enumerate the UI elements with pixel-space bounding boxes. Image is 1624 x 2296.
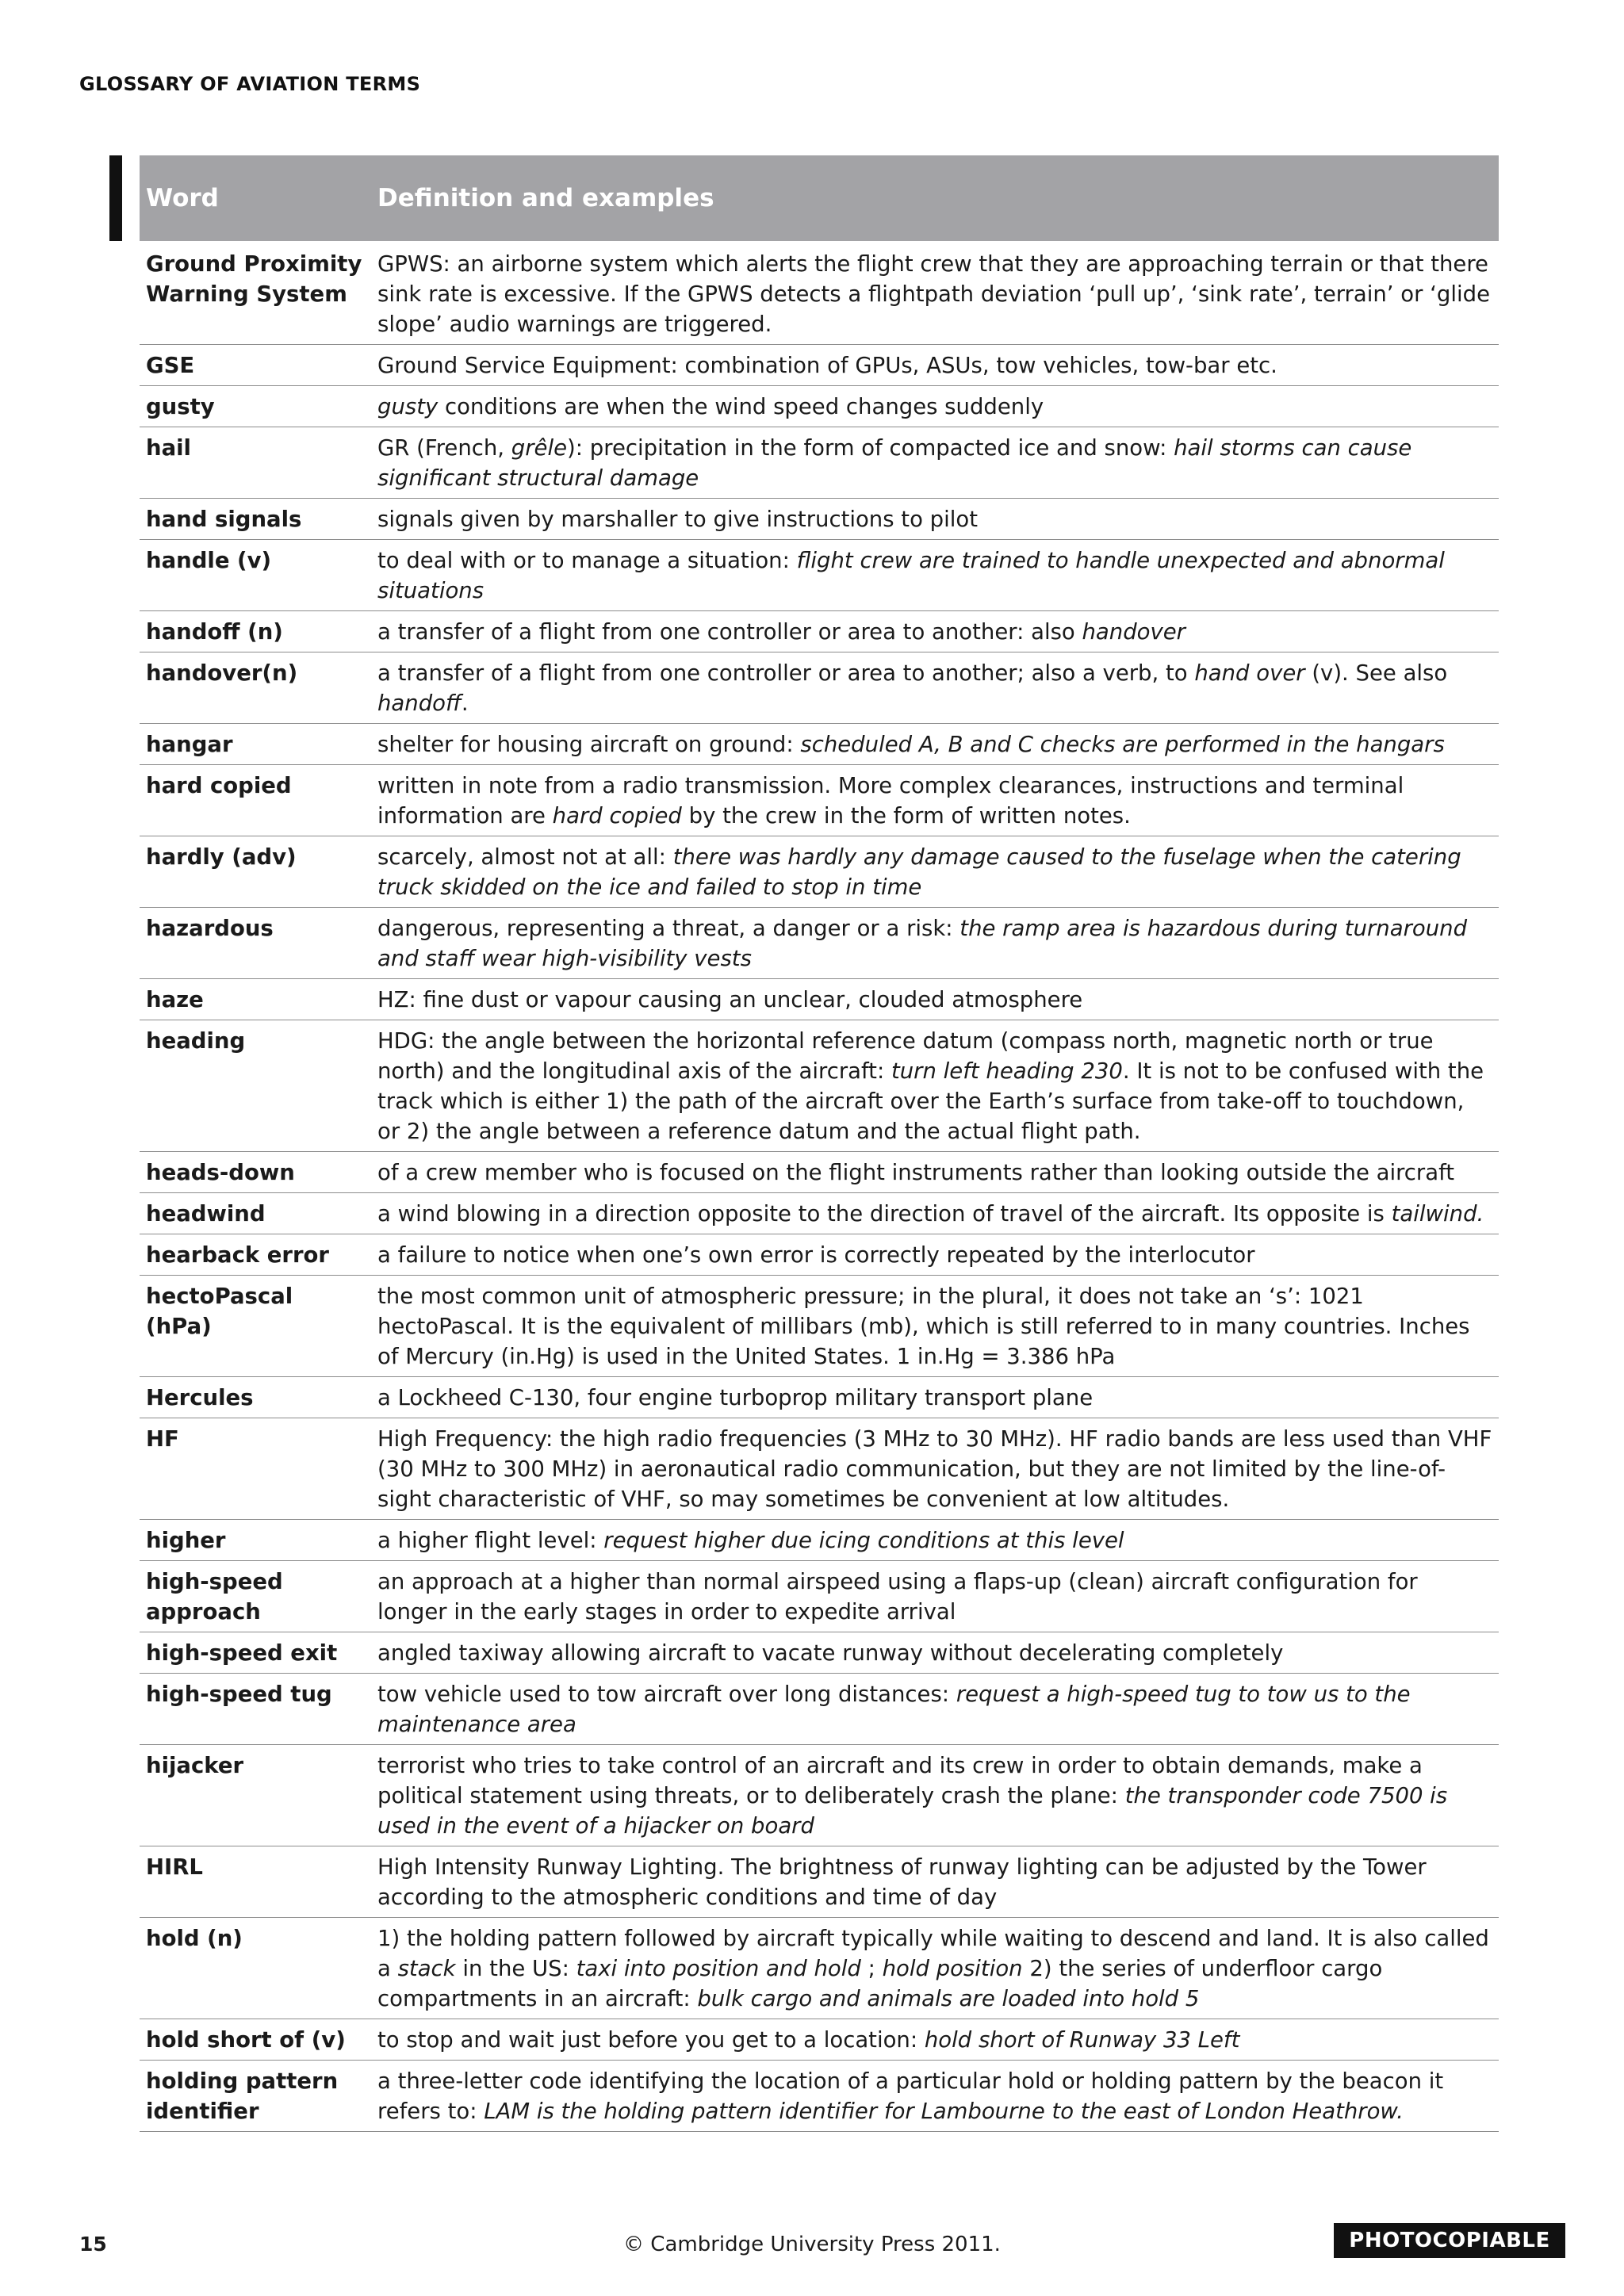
glossary-term: handover(n) [140,652,371,724]
glossary-term: GSE [140,345,371,386]
glossary-term: higher [140,1520,371,1561]
definition-text: a three-letter code identifying the location of a particular hold or holding pattern by the beacon it refers to: [377,2068,1444,2124]
definition-example: LAM is the holding pattern identifier for Lambourne to the east of London Heathrow. [484,2099,1404,2124]
table-row [140,499,1499,540]
glossary-definition [371,724,1499,765]
table-row [140,1674,1499,1745]
definition-text: (v). See also [1304,660,1448,686]
glossary-term: handle (v) [140,540,371,611]
definition-text: ): precipitation in the form of compacted ice and snow: [567,435,1174,461]
glossary-definition [371,1674,1499,1745]
glossary-term: handoff (n) [140,611,371,652]
table-row [140,1020,1499,1152]
definition-text: by the crew in the form of written notes. [681,803,1131,828]
definition-text: conditions are when the wind speed changes suddenly [438,394,1044,419]
glossary-definition [371,1377,1499,1418]
word-column-header: Word [140,155,371,241]
definition-text: . It is not to be confused with the track which is either 1) the path of the aircraft over the Earth’s surface from take-off to touchdown, or 2) the angle between a reference datum and the actual flight path. [377,1058,1484,1144]
table-row [140,1561,1499,1632]
definition-text: written in note from a radio transmission. More complex clearances, instructions and terminal information are [377,773,1404,828]
definition-example: flight crew are trained to handle unexpected and abnormal situations [377,548,1445,603]
definition-example: turn left heading 230 [891,1058,1123,1084]
table-row [140,652,1499,724]
definition-example: there was hardly any damage caused to the fuselage when the catering truck skidded on the ice and failed to stop in time [377,844,1461,900]
glossary-definition [371,1846,1499,1918]
glossary-definition [371,427,1499,499]
definition-example: the ramp area is hazardous during turnaround and staff wear high-visibility vests [377,916,1468,971]
glossary-definition [371,1152,1499,1193]
definition-example: hold short of Runway 33 Left [924,2027,1240,2053]
table-row [140,2019,1499,2061]
definition-example: handover [1082,619,1185,645]
glossary-term: hand signals [140,499,371,540]
glossary-definition [371,1020,1499,1152]
glossary-definition [371,1418,1499,1520]
glossary-term: haze [140,979,371,1020]
definition-text: 2) the series of underfloor cargo compartments in an aircraft: [377,1956,1383,2011]
glossary-term: hold (n) [140,1918,371,2019]
photocopiable-badge: PHOTOCOPIABLE [1334,2223,1565,2258]
definition-example: hail storms can cause significant structural damage [377,435,1412,491]
glossary-definition [371,1745,1499,1846]
glossary-term: HIRL [140,1846,371,1918]
glossary-definition [371,540,1499,611]
table-row [140,241,1499,345]
glossary-definition [371,836,1499,908]
table-row [140,540,1499,611]
definition-text: the most common unit of atmospheric pressure; in the plural, it does not take an ‘s’: 1021 hectoPascal. It is the equivalent of millibars (mb), which is still referred to in many countries. Inches of Mercury (in.Hg) is used in the United States. 1 in.Hg = 3.386 hPa [377,1284,1470,1369]
glossary-term: heading [140,1020,371,1152]
glossary-definition [371,1520,1499,1561]
glossary-term: heads-down [140,1152,371,1193]
definition-example: the transponder code 7500 is used in the event of a hijacker on board [377,1783,1448,1839]
glossary-definition [371,1632,1499,1674]
definition-example: scheduled A, B and C checks are performed in the hangars [800,732,1445,757]
header-accent-bar [109,155,122,241]
glossary-definition [371,979,1499,1020]
glossary-term: HF [140,1418,371,1520]
definition-text: of a crew member who is focused on the flight instruments rather than looking outside the aircraft [377,1160,1455,1185]
glossary-definition [371,652,1499,724]
glossary-term: hangar [140,724,371,765]
definition-text: 1) the holding pattern followed by aircraft typically while waiting to descend and land. It is also called a [377,1926,1489,1981]
definition-example: bulk cargo and animals are loaded into hold 5 [697,1986,1200,2011]
definition-example: hard copied [552,803,682,828]
definition-text: GPWS: an airborne system which alerts the flight crew that they are approaching terrain or that there sink rate is excessive. If the GPWS detects a flightpath deviation ‘pull up’, ‘sink rate’, terrain’ or ‘glide slope’ audio warnings are triggered. [377,251,1490,337]
glossary-definition [371,908,1499,979]
glossary-definition [371,499,1499,540]
definition-text: HDG: the angle between the horizontal reference datum (compass north, magnetic north or true north) and the longitudinal axis of the aircraft: [377,1028,1434,1084]
definition-text: ; [860,1956,883,1981]
glossary-definition [371,1193,1499,1234]
table-header-row [140,155,1499,241]
glossary-term: hearback error [140,1234,371,1276]
definition-text: signals given by marshaller to give instructions to pilot [377,507,979,532]
table-row [140,1193,1499,1234]
definition-text: High Intensity Runway Lighting. The brightness of runway lighting can be adjusted by the Tower according to the atmospheric conditions and time of day [377,1854,1427,1910]
glossary-term: hazardous [140,908,371,979]
definition-example: request higher due icing conditions at this level [603,1528,1124,1553]
glossary-term: high-speed exit [140,1632,371,1674]
definition-text: shelter for housing aircraft on ground: [377,732,801,757]
table-row [140,1846,1499,1918]
glossary-term: Hercules [140,1377,371,1418]
definition-example: taxi into position and hold [576,1956,861,1981]
definition-text: a transfer of a flight from one controller or area to another; also a verb, to [377,660,1195,686]
glossary-term: Ground Proximity Warning System [140,241,371,345]
page-number: 15 [79,2233,107,2256]
table-row [140,765,1499,836]
table-row [140,611,1499,652]
definition-text: a Lockheed C-130, four engine turboprop military transport plane [377,1385,1094,1410]
glossary-table [140,155,1499,2132]
table-row [140,1152,1499,1193]
copyright-notice: © Cambridge University Press 2011. [623,2233,1001,2256]
table-row [140,345,1499,386]
definition-text: . [461,691,469,716]
table-row [140,1418,1499,1520]
glossary-definition [371,2019,1499,2061]
glossary-term: hail [140,427,371,499]
glossary-definition [371,611,1499,652]
definition-column-header: Definition and examples [371,155,1499,241]
glossary-term: hectoPascal (hPa) [140,1276,371,1377]
table-row [140,1377,1499,1418]
table-row [140,1632,1499,1674]
definition-text: a failure to notice when one’s own error is correctly repeated by the interlocutor [377,1242,1255,1268]
table-row [140,1745,1499,1846]
glossary-definition [371,1234,1499,1276]
definition-text: Ground Service Equipment: combination of GPUs, ASUs, tow vehicles, tow-bar etc. [377,353,1277,378]
definition-text: HZ: fine dust or vapour causing an unclear, clouded atmosphere [377,987,1083,1012]
table-row [140,386,1499,427]
definition-example: tailwind. [1391,1201,1484,1226]
glossary-term: holding pattern identifier [140,2061,371,2132]
table-row [140,979,1499,1020]
table-row [140,908,1499,979]
table-row [140,427,1499,499]
definition-text: High Frequency: the high radio frequencies (3 MHz to 30 MHz). HF radio bands are less used than VHF (30 MHz to 300 MHz) in aeronautical radio communication, but they are not limited by the line-of-sight characteristic of VHF, so may sometimes be convenient at low altitudes. [377,1426,1492,1512]
glossary-term: headwind [140,1193,371,1234]
definition-text: a wind blowing in a direction opposite to the direction of travel of the aircraft. Its opposite is [377,1201,1392,1226]
definition-text: dangerous, representing a threat, a danger or a risk: [377,916,960,941]
definition-example: request a high-speed tug to tow us to the maintenance area [377,1682,1411,1737]
definition-text: a higher flight level: [377,1528,604,1553]
glossary-term: high-speed approach [140,1561,371,1632]
running-head: GLOSSARY OF AVIATION TERMS [79,73,421,95]
table-row [140,724,1499,765]
glossary-definition [371,386,1499,427]
glossary-definition [371,1918,1499,2019]
glossary-definition [371,345,1499,386]
definition-example: handoff [377,691,462,716]
definition-text: terrorist who tries to take control of an aircraft and its crew in order to obtain demands, make a political statement using threats, or to deliberately crash the plane: [377,1753,1423,1808]
table-row [140,2061,1499,2132]
definition-example: gusty [377,394,439,419]
definition-text: angled taxiway allowing aircraft to vacate runway without decelerating completely [377,1640,1284,1666]
glossary-definition [371,1561,1499,1632]
table-row [140,1520,1499,1561]
definition-example: hand over [1194,660,1305,686]
glossary-definition [371,241,1499,345]
glossary-term: high-speed tug [140,1674,371,1745]
glossary-definition [371,1276,1499,1377]
glossary-term: hijacker [140,1745,371,1846]
definition-text: a transfer of a flight from one controller or area to another: also [377,619,1082,645]
definition-text: tow vehicle used to tow aircraft over long distances: [377,1682,956,1707]
definition-example: stack [397,1956,456,1981]
definition-text: to deal with or to manage a situation: [377,548,797,573]
glossary-definition [371,2061,1499,2132]
definition-text: to stop and wait just before you get to a location: [377,2027,925,2053]
glossary-definition [371,765,1499,836]
glossary-term: hold short of (v) [140,2019,371,2061]
table-row [140,836,1499,908]
definition-example: grêle [511,435,568,461]
table-row [140,1918,1499,2019]
definition-text: an approach at a higher than normal airspeed using a flaps-up (clean) aircraft configuration for longer in the early stages in order to expedite arrival [377,1569,1418,1624]
definition-text: scarcely, almost not at all: [377,844,673,870]
definition-example: hold position [882,1956,1023,1981]
glossary-term: hard copied [140,765,371,836]
table-row [140,1276,1499,1377]
glossary-body [140,241,1499,2132]
glossary-term: hardly (adv) [140,836,371,908]
definition-text: in the US: [455,1956,576,1981]
table-row [140,1234,1499,1276]
glossary-term: gusty [140,386,371,427]
definition-text: GR (French, [377,435,511,461]
